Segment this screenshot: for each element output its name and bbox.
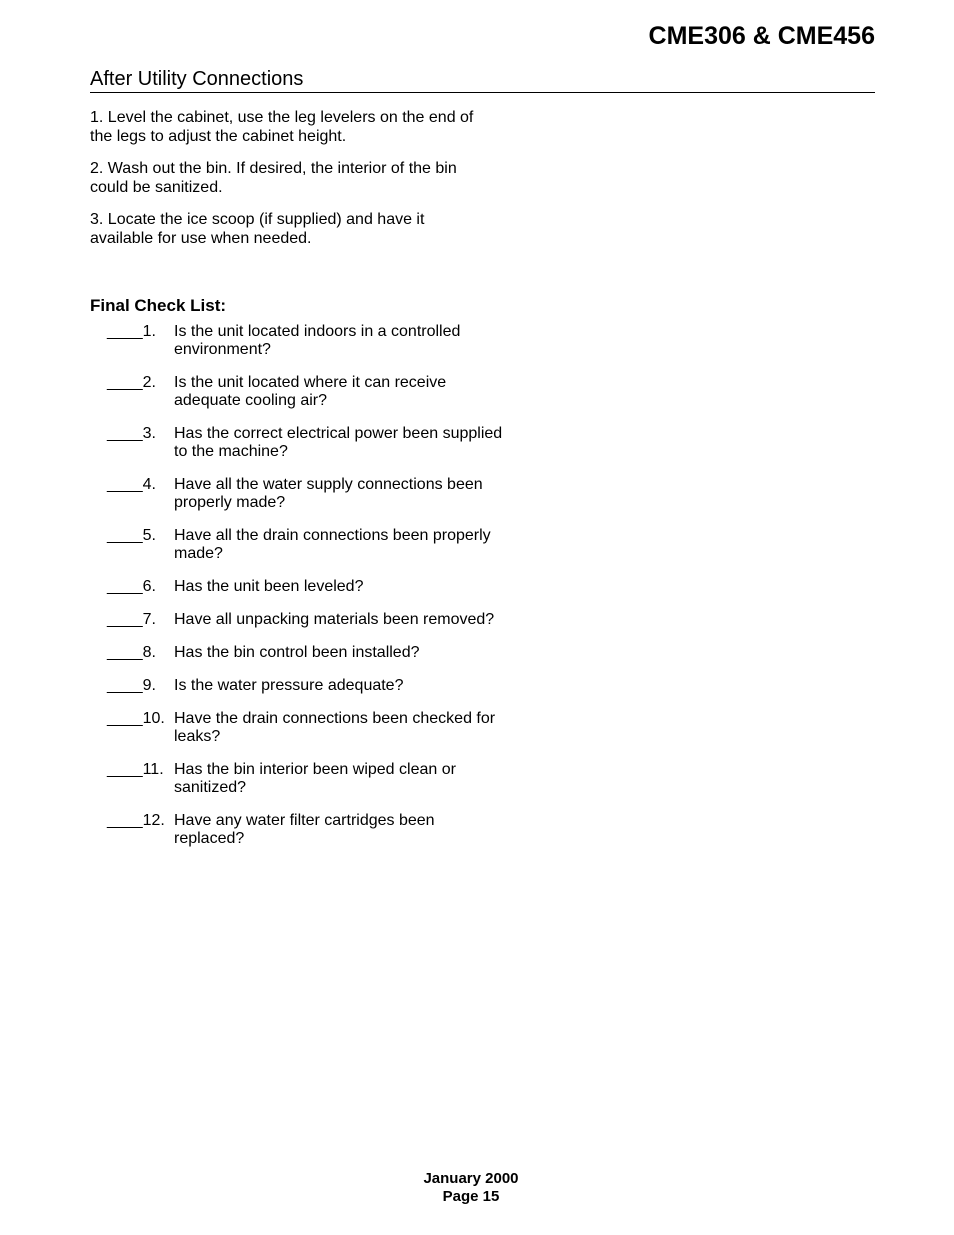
checklist-item-text: Has the bin control been installed? — [174, 644, 420, 661]
page-footer — [0, 1170, 942, 1206]
checklist-item-text: Have all the drain connections been properly made? — [174, 527, 491, 562]
checklist-item-text: Have any water filter cartridges been replaced? — [174, 812, 435, 847]
checklist-item-text: Has the bin interior been wiped clean or sanitized? — [174, 761, 456, 796]
checklist-heading: Final Check List: — [90, 296, 227, 315]
checklist-marker: ____8. — [107, 644, 156, 661]
checklist-item-text: Is the unit located where it can receive adequate cooling air? — [174, 374, 447, 409]
setup-step: 1. Level the cabinet, use the leg levelers on the end of the legs to adjust the cabinet height. — [90, 109, 474, 145]
checklist-item-text: Is the unit located indoors in a controlled environment? — [174, 323, 461, 358]
checklist-item — [107, 425, 507, 461]
checklist-marker: ____11. — [107, 761, 164, 778]
footer-date: January 2000 — [423, 1170, 519, 1187]
checklist-item-text: Have the drain connections been checked for leaks? — [174, 710, 496, 745]
checklist-item — [107, 323, 507, 359]
checklist-marker: ____7. — [107, 611, 156, 628]
footer-page-number: Page 15 — [442, 1188, 500, 1205]
checklist-marker: ____12. — [107, 812, 165, 829]
checklist-item-text: Have all unpacking materials been removed? — [174, 611, 495, 628]
checklist-item — [107, 611, 507, 629]
checklist-item — [107, 374, 507, 410]
checklist-item — [107, 710, 507, 746]
checklist-item — [107, 812, 507, 848]
setup-step: 2. Wash out the bin. If desired, the interior of the bin could be sanitized. — [90, 160, 457, 196]
checklist-marker: ____6. — [107, 578, 156, 595]
checklist-item — [107, 578, 507, 596]
checklist-marker: ____10. — [107, 710, 165, 727]
checklist-item — [107, 761, 507, 797]
final-checklist — [107, 323, 507, 863]
checklist-marker: ____1. — [107, 323, 156, 340]
checklist-marker: ____2. — [107, 374, 156, 391]
checklist-marker: ____5. — [107, 527, 156, 544]
setup-steps-list — [90, 108, 480, 261]
checklist-item-text: Have all the water supply connections been properly made? — [174, 476, 483, 511]
checklist-item — [107, 677, 507, 695]
checklist-item-text: Is the water pressure adequate? — [174, 677, 404, 694]
document-title: CME306 & CME456 — [648, 22, 875, 50]
checklist-marker: ____4. — [107, 476, 156, 493]
checklist-item — [107, 644, 507, 662]
checklist-marker: ____3. — [107, 425, 156, 442]
checklist-item — [107, 476, 507, 512]
checklist-marker: ____9. — [107, 677, 156, 694]
checklist-item-text: Has the correct electrical power been supplied to the machine? — [174, 425, 503, 460]
section-heading: After Utility Connections — [90, 66, 875, 93]
setup-step: 3. Locate the ice scoop (if supplied) and have it available for use when needed. — [90, 211, 425, 247]
checklist-item — [107, 527, 507, 563]
checklist-item-text: Has the unit been leveled? — [174, 578, 364, 595]
